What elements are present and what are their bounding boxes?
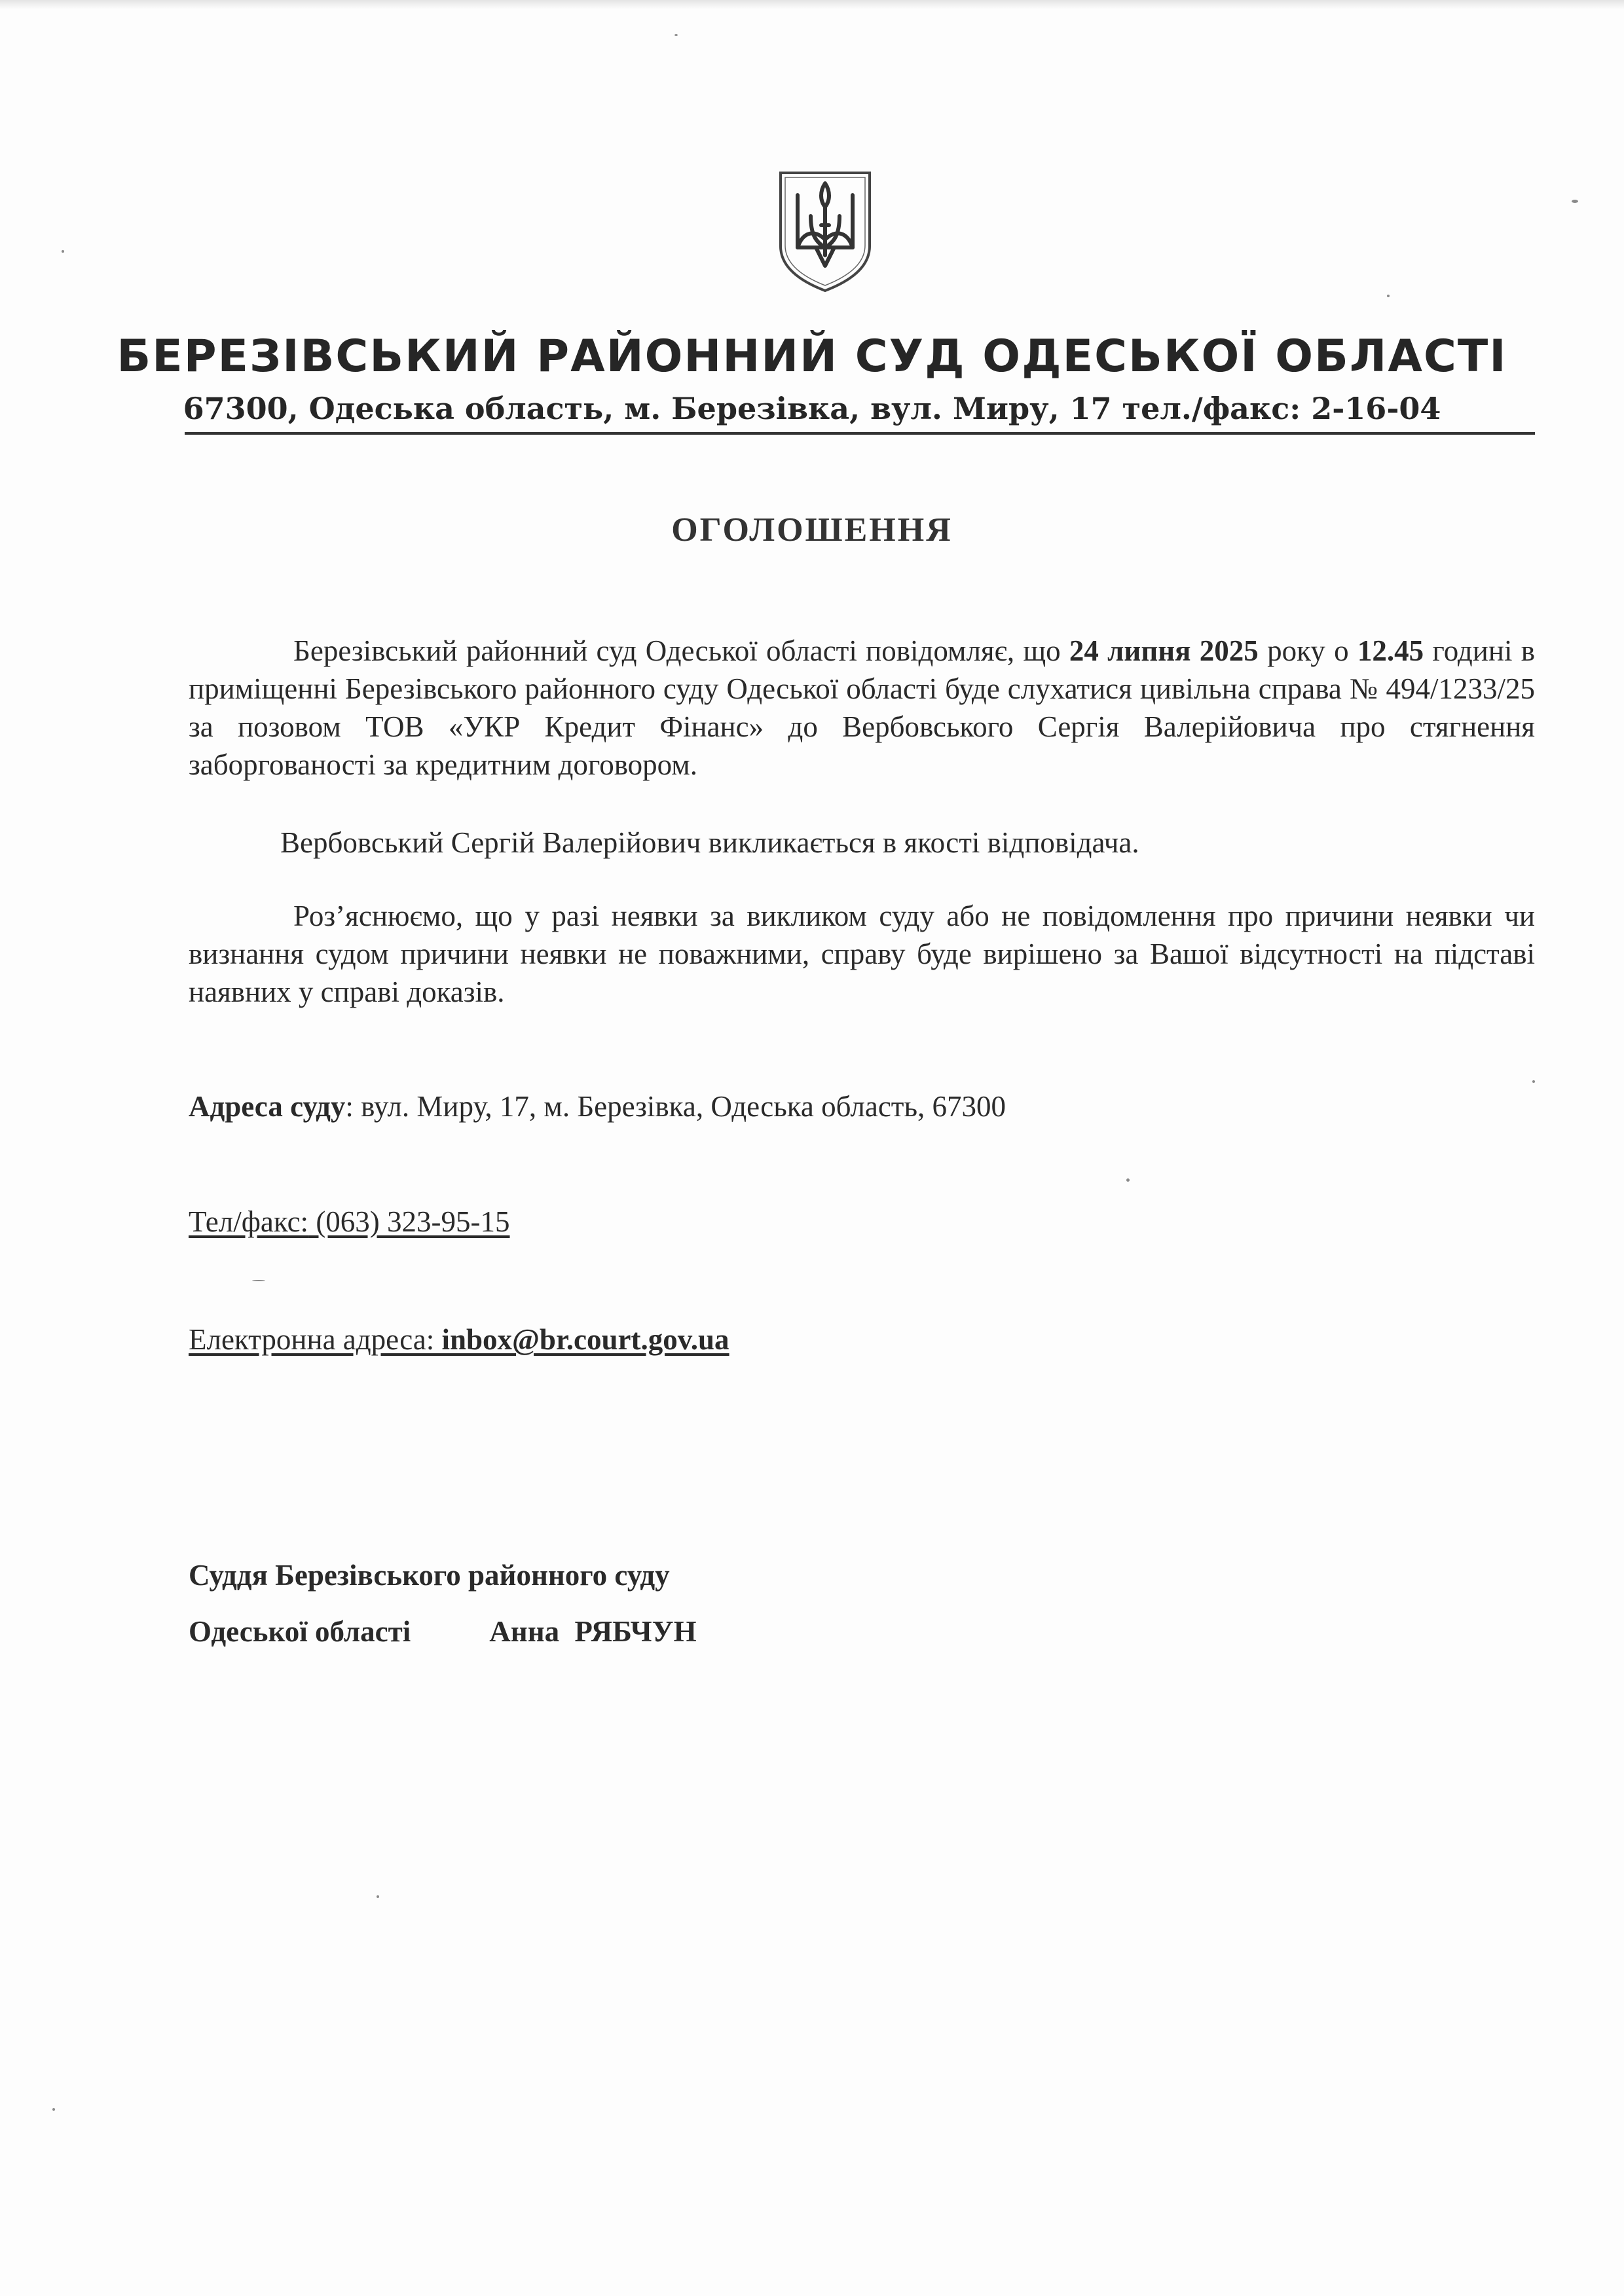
scan-speck [1126,1178,1130,1182]
scan-speck [674,34,678,36]
address-label: Адреса суду [189,1090,346,1123]
scan-speck [252,1280,265,1281]
phone-line [189,1205,510,1239]
scan-speck [1387,295,1390,297]
scan-edge [0,0,1624,9]
email-line [189,1322,729,1357]
email-label: Електронна адреса: [189,1323,442,1356]
court-address-line [189,1089,1006,1123]
explanation-paragraph [189,897,1535,1011]
header-divider [185,432,1535,435]
scan-speck [62,250,64,253]
ukraine-trident-emblem-icon [777,169,874,295]
address-value: : вул. Миру, 17, м. Березівка, Одеська область, 67300 [345,1090,1006,1123]
paragraph-text: року о [1258,634,1357,667]
phone-value: (063) 323-95-15 [308,1205,510,1238]
scan-speck [52,2108,55,2111]
paragraph-text: Вербовський Сергій Валерійович викликається в якості відповідача. [280,826,1139,859]
judge-court-region: Одеської області [189,1615,411,1648]
defendant-paragraph [189,824,1535,862]
scan-speck [1572,200,1578,203]
scan-speck [1532,1080,1535,1083]
court-name: БЕРЕЗІВСЬКИЙ РАЙОННИЙ СУД ОДЕСЬКОЇ ОБЛАСТІ [117,331,1507,382]
paragraph-text: годині в приміщенні Березівського районного суду Одеської області буде слухатися цивільна справа № 494/1233/25 за позовом ТОВ «УКР Кредит Фінанс» до Вербовського Сергія Валерійовича про стягнення заборгованості за кредитним договором. [189,634,1535,781]
phone-label: Тел/факс: [189,1205,309,1238]
paragraph-text: Березівський районний суд Одеської області повідомляє, що [293,634,1069,667]
notice-paragraph [189,632,1535,784]
document-title: ОГОЛОШЕННЯ [671,511,953,549]
hearing-time: 12.45 [1357,634,1424,667]
judge-signature-line [189,1614,697,1649]
scan-speck [377,1895,379,1898]
court-address: 67300, Одеська область, м. Березівка, вул. Миру, 17 тел./факс: 2-16-04 [183,391,1441,426]
judge-title-line: Суддя Березівського районного суду [189,1559,670,1592]
email-value: inbox@br.court.gov.ua [441,1323,729,1356]
judge-name: Анна РЯБЧУН [489,1615,697,1648]
hearing-date: 24 липня 2025 [1069,634,1259,667]
paragraph-text: Роз’яснюємо, що у разі неявки за викликом суду або не повідомлення про причини неявки чи визнання судом причини неявки не поважними, справу буде вирішено за Вашої відсутності на підставі наявних у справі доказів. [189,900,1535,1008]
